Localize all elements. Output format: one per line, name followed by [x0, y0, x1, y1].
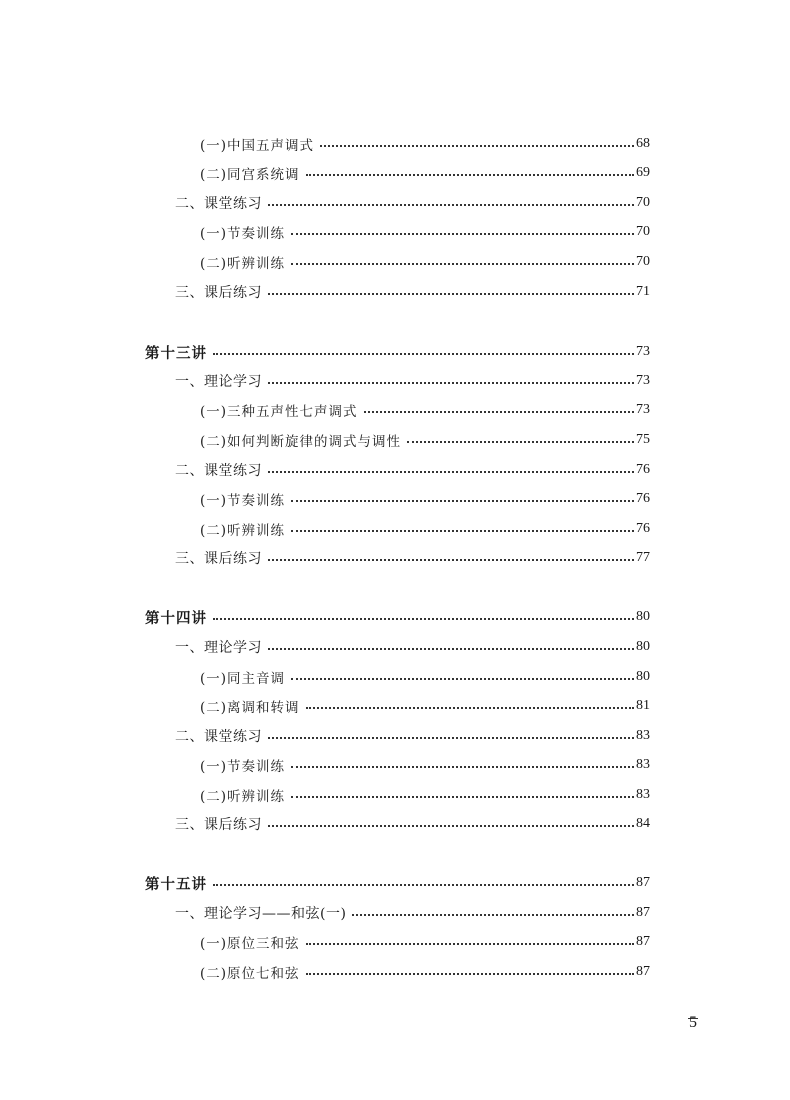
toc-entry[interactable]: [200, 133, 650, 155]
toc-entry[interactable]: [200, 784, 650, 806]
toc-entry-label: (一)三种五声性七声调式: [200, 404, 358, 420]
toc-entry[interactable]: [175, 370, 650, 392]
toc-entry-page: 70: [636, 195, 650, 210]
toc-entry-page: 68: [636, 136, 650, 151]
toc-row: [0, 251, 790, 273]
page-number: 5: [689, 1014, 697, 1031]
toc-entry[interactable]: [200, 666, 650, 688]
toc-entry-page: 87: [636, 875, 650, 890]
toc-row: [0, 695, 790, 717]
toc-entry-label: 二、课堂练习: [175, 463, 262, 479]
toc-entry-label: (二)原位七和弦: [200, 966, 300, 982]
toc-entry-label: (二)同宫系统调: [200, 167, 300, 183]
dot-leader: [407, 441, 634, 443]
dot-leader: [291, 530, 634, 532]
toc-row: [0, 666, 790, 688]
dot-leader: [352, 914, 634, 916]
dot-leader: [306, 174, 634, 176]
dot-leader: [306, 973, 634, 975]
toc-entry[interactable]: [175, 813, 650, 835]
toc-entry-label: 一、理论学习: [175, 640, 262, 656]
toc-entry[interactable]: [175, 636, 650, 658]
dot-leader: [213, 884, 634, 886]
toc-entry-page: 73: [636, 373, 650, 388]
toc-entry[interactable]: [200, 695, 650, 717]
toc-entry-label: (一)节奏训练: [200, 759, 286, 775]
toc-entry[interactable]: [200, 931, 650, 953]
toc-entry[interactable]: [175, 192, 650, 214]
toc-row: [0, 961, 790, 983]
toc-entry-page: 83: [636, 757, 650, 772]
toc-row: [0, 606, 790, 628]
toc-entry-page: 76: [636, 491, 650, 506]
toc-row: [0, 221, 790, 243]
toc-entry-label: (一)原位三和弦: [200, 936, 300, 952]
toc-entry[interactable]: [200, 221, 650, 243]
toc-entry-label: 一、理论学习: [175, 374, 262, 390]
toc-entry-page: 80: [636, 609, 650, 624]
toc-entry[interactable]: [200, 399, 650, 421]
toc-entry[interactable]: [175, 902, 650, 924]
toc-row: [0, 429, 790, 451]
toc-row: [0, 459, 790, 481]
toc-entry-label: (二)听辨训练: [200, 523, 286, 539]
toc-entry-page: 70: [636, 254, 650, 269]
dot-leader: [320, 145, 634, 147]
toc-entry-page: 87: [636, 934, 650, 949]
toc-entry-label: (二)离调和转调: [200, 700, 300, 716]
toc-entry[interactable]: [200, 429, 650, 451]
toc-entry-page: 77: [636, 550, 650, 565]
toc-entry-label: (二)如何判断旋律的调式与调性: [200, 434, 402, 450]
toc-entry[interactable]: [200, 754, 650, 776]
toc-entry-page: 87: [636, 964, 650, 979]
toc-row: [0, 784, 790, 806]
toc-row: [0, 192, 790, 214]
toc-row: [0, 725, 790, 747]
toc-entry-page: 76: [636, 462, 650, 477]
toc-row: [0, 872, 790, 894]
toc-chapter-entry[interactable]: [145, 606, 650, 628]
toc-row: [0, 518, 790, 540]
toc-row: [0, 281, 790, 303]
toc-entry-page: 73: [636, 402, 650, 417]
toc-entry-page: 71: [636, 284, 650, 299]
toc-row: [0, 813, 790, 835]
toc-entry-label: 三、课后练习: [175, 817, 262, 833]
toc-entry[interactable]: [175, 547, 650, 569]
dot-leader: [291, 796, 634, 798]
toc-chapter-label: 第十三讲: [145, 344, 207, 362]
toc-row: [0, 547, 790, 569]
dot-leader: [268, 825, 634, 827]
dot-leader: [364, 411, 634, 413]
toc-entry-label: 三、课后练习: [175, 285, 262, 301]
dot-leader: [291, 500, 634, 502]
toc-entry[interactable]: [175, 459, 650, 481]
toc-entry-page: 80: [636, 669, 650, 684]
toc-entry-label: 三、课后练习: [175, 551, 262, 567]
toc-entry-label: (一)同主音调: [200, 671, 286, 687]
toc-entry-page: 87: [636, 905, 650, 920]
toc-row: [0, 399, 790, 421]
toc-row: [0, 902, 790, 924]
dot-leader: [268, 204, 634, 206]
toc-row: [0, 754, 790, 776]
toc-entry-page: 76: [636, 521, 650, 536]
toc-entry-page: 84: [636, 816, 650, 831]
dot-leader: [213, 353, 634, 355]
dot-leader: [306, 943, 634, 945]
toc-entry-page: 83: [636, 728, 650, 743]
toc-row: [0, 370, 790, 392]
dot-leader: [291, 678, 634, 680]
toc-chapter-label: 第十四讲: [145, 609, 207, 627]
dot-leader: [268, 382, 634, 384]
toc-entry-label: 二、课堂练习: [175, 729, 262, 745]
dot-leader: [268, 737, 634, 739]
dot-leader: [213, 618, 634, 620]
toc-chapter-label: 第十五讲: [145, 875, 207, 893]
toc-entry[interactable]: [200, 251, 650, 273]
toc-entry-label: (二)听辨训练: [200, 256, 286, 272]
toc-entry-page: 83: [636, 787, 650, 802]
toc-entry[interactable]: [200, 162, 650, 184]
dot-leader: [306, 707, 634, 709]
toc-entry-label: 二、课堂练习: [175, 196, 262, 212]
dot-leader: [291, 263, 634, 265]
toc-entry-page: 81: [636, 698, 650, 713]
toc-row: [0, 931, 790, 953]
toc-entry-label: (一)节奏训练: [200, 226, 286, 242]
dot-leader: [291, 766, 634, 768]
dot-leader: [268, 471, 634, 473]
dot-leader: [268, 648, 634, 650]
toc-entry-label: (一)中国五声调式: [200, 138, 315, 154]
toc-row: [0, 341, 790, 363]
toc-entry-label: (一)节奏训练: [200, 493, 286, 509]
toc-entry-label: 一、理论学习——和弦(一): [175, 906, 347, 922]
dot-leader: [291, 233, 634, 235]
toc-entry[interactable]: [200, 488, 650, 510]
toc-entry[interactable]: [200, 518, 650, 540]
toc-row: [0, 488, 790, 510]
toc-row: [0, 636, 790, 658]
toc-entry-page: 80: [636, 639, 650, 654]
toc-entry-label: (二)听辨训练: [200, 789, 286, 805]
toc-entry[interactable]: [175, 281, 650, 303]
toc-entry-page: 75: [636, 432, 650, 447]
toc-row: [0, 162, 790, 184]
toc-chapter-entry[interactable]: [145, 872, 650, 894]
dot-leader: [268, 559, 634, 561]
toc-entry-page: 73: [636, 344, 650, 359]
toc-row: [0, 133, 790, 155]
dot-leader: [268, 293, 634, 295]
toc-entry-page: 70: [636, 224, 650, 239]
toc-chapter-entry[interactable]: [145, 341, 650, 363]
toc-entry[interactable]: [200, 961, 650, 983]
toc-entry[interactable]: [175, 725, 650, 747]
toc-entry-page: 69: [636, 165, 650, 180]
